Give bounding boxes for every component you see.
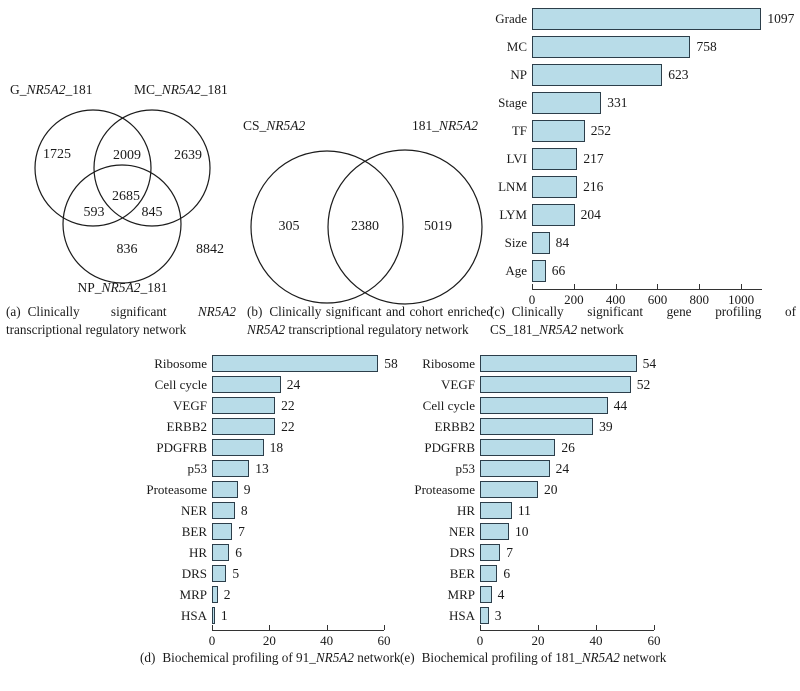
chart-row (130, 374, 410, 395)
bar-category-label: NER (449, 523, 475, 539)
axis-tick-label: 40 (320, 633, 334, 648)
bar-value: 22 (281, 418, 295, 434)
axis-tick-label: 1000 (728, 292, 755, 307)
venn-b-set-label-cs (243, 118, 305, 134)
caption-tag: (b) (247, 304, 263, 319)
x-axis (208, 630, 391, 648)
bar-value: 9 (243, 481, 251, 497)
axis-tick-label: 400 (605, 292, 626, 307)
set-label-text: 181_ (412, 118, 439, 133)
chart-row (398, 605, 698, 626)
bar-category-label: DRS (449, 544, 475, 560)
chart-row (130, 353, 410, 374)
venn-a-count-g-mc-np: 2685 (112, 189, 140, 204)
axis-tick (699, 284, 700, 289)
bar-value: 18 (269, 439, 284, 455)
caption-text: network (619, 650, 667, 665)
bar-category-label: Age (505, 263, 527, 278)
bar (532, 8, 761, 30)
chart-row (490, 61, 800, 89)
bar-category-label: p53 (187, 460, 207, 476)
chart-row (130, 500, 410, 521)
caption-text: Clinically significant (27, 304, 198, 319)
bar (532, 64, 662, 86)
bar (532, 148, 577, 170)
bar-value: 13 (255, 460, 269, 476)
caption-tag: (a) (6, 304, 21, 319)
set-label-text: _181 (65, 82, 93, 97)
chart-row (130, 521, 410, 542)
bar (480, 418, 593, 435)
caption-italic: NR5A2 (197, 304, 236, 319)
bar-value: 39 (599, 418, 613, 434)
bar-value: 216 (583, 179, 604, 194)
bar (480, 397, 608, 414)
set-label-text: G_ (10, 82, 27, 97)
caption-text: transcriptional regulatory network (6, 322, 187, 338)
bar-category-label: VEGF (173, 397, 207, 413)
bar-value: 44 (613, 397, 628, 413)
chart-row (490, 117, 800, 145)
caption-b (247, 303, 493, 340)
bar-category-label: BER (181, 523, 207, 539)
caption-a (6, 303, 236, 340)
bar-category-label: BER (449, 565, 475, 581)
bar-value: 26 (561, 439, 575, 455)
caption-italic: NR5A2 (315, 650, 354, 665)
bar-value: 8 (240, 502, 248, 518)
bar (212, 397, 275, 414)
bar (212, 607, 215, 624)
venn-a-count-g-mc: 2009 (113, 148, 141, 163)
bar-category-label: VEGF (441, 376, 475, 392)
venn-b-count-left-only: 305 (278, 219, 300, 234)
bar-value: 20 (544, 481, 558, 497)
bar (532, 260, 546, 282)
bar-value: 58 (384, 355, 398, 371)
bar-category-label: MRP (447, 586, 475, 602)
chart-row (130, 395, 410, 416)
caption-italic: NR5A2 (539, 322, 578, 338)
venn-a-set-label-np (35, 280, 210, 296)
chart-row (490, 5, 800, 33)
bar-value: 22 (281, 397, 295, 413)
bar (532, 204, 575, 226)
axis-tick (596, 625, 597, 630)
bar-category-label: Cell cycle (422, 397, 475, 413)
chart-rows (130, 350, 410, 626)
caption-text: Clinically significant gene profiling of CS_181_ (490, 304, 796, 338)
axis-tick (616, 284, 617, 289)
axis-tick (480, 625, 481, 630)
venn-a-count-g-np: 593 (83, 205, 105, 220)
bar-category-label: Ribosome (422, 355, 475, 371)
caption-tag: (e) (400, 650, 415, 665)
bar (480, 376, 631, 393)
chart-row (130, 416, 410, 437)
bar (480, 523, 509, 540)
bar-category-label: TF (511, 123, 527, 138)
bar-value: 54 (642, 355, 657, 371)
bar-category-label: MC (506, 39, 527, 54)
bar-category-label: Size (504, 235, 527, 250)
caption-e (400, 649, 680, 667)
chart-row (490, 173, 800, 201)
caption-text: Biochemical profiling of 91_ (162, 650, 316, 665)
chart-row (130, 605, 410, 626)
chart-row (398, 416, 698, 437)
bar-value: 24 (286, 376, 301, 392)
set-label-text: MC_ (134, 82, 162, 97)
bar (532, 120, 585, 142)
chart-row (398, 500, 698, 521)
venn-a-set-label-mc (134, 82, 228, 98)
x-axis (528, 289, 762, 307)
bar-value: 11 (517, 502, 531, 518)
bar-category-label: HSA (180, 607, 207, 623)
chart-row (490, 201, 800, 229)
caption-italic: NR5A2 (581, 650, 620, 665)
axis-tick-label: 40 (589, 633, 603, 648)
axis-tick-label: 60 (647, 633, 661, 648)
venn-a-count-np-only: 836 (116, 242, 138, 257)
axis-tick (654, 625, 655, 630)
venn-b-count-intersection: 2380 (351, 219, 379, 234)
bar (532, 92, 601, 114)
bar-category-label: ERBB2 (166, 418, 207, 434)
bar-category-label: PDGFRB (156, 439, 207, 455)
caption-tag: (d) (140, 650, 156, 665)
bar-value: 52 (636, 376, 651, 392)
set-label-italic: NR5A2 (266, 118, 306, 133)
chart-row (398, 521, 698, 542)
bar-value: 24 (555, 460, 570, 476)
chart-row (398, 458, 698, 479)
bar-category-label: HR (188, 544, 207, 560)
chart-row (398, 584, 698, 605)
bar-value: 217 (583, 151, 604, 166)
bar-value: 84 (555, 235, 570, 250)
caption-text: Biochemical profiling of 181_ (421, 650, 582, 665)
chart-row (130, 437, 410, 458)
bar-value: 6 (503, 565, 511, 581)
bar (532, 232, 550, 254)
set-label-italic: NR5A2 (26, 82, 66, 97)
axis-tick-label: 0 (476, 633, 484, 648)
axis-tick (212, 625, 213, 630)
caption-text: network (353, 650, 401, 665)
axis-tick (741, 284, 742, 289)
bar (212, 544, 229, 561)
bar-category-label: p53 (455, 460, 475, 476)
caption-c (490, 303, 796, 340)
bar-value: 7 (506, 544, 514, 560)
axis-tick-label: 20 (531, 633, 545, 648)
bar-category-label: LNM (498, 179, 527, 194)
venn-a-count-outside: 8842 (196, 242, 224, 257)
bar-value: 758 (696, 39, 717, 54)
bar-category-label: Stage (498, 95, 527, 110)
venn-panel-a (0, 80, 270, 318)
venn-a-count-mc-np: 845 (141, 205, 163, 220)
bar-category-label: Proteasome (414, 481, 475, 497)
caption-text: network (577, 322, 624, 338)
venn-a-count-g-only: 1725 (43, 147, 71, 162)
bar-category-label: LYM (499, 207, 527, 222)
bar-value: 66 (551, 263, 566, 278)
x-axis (476, 630, 661, 648)
bar (212, 376, 281, 393)
bar-category-label: Cell cycle (154, 376, 207, 392)
bar-value: 7 (238, 523, 245, 539)
axis-tick (657, 284, 658, 289)
set-label-text: CS_ (243, 118, 267, 133)
chart-row (490, 33, 800, 61)
set-label-text: NP_ (77, 280, 102, 295)
chart-row (398, 353, 698, 374)
bar (212, 481, 238, 498)
caption-tag: (c) (490, 304, 505, 319)
caption-text: transcriptional regulatory network (285, 322, 469, 338)
bar (480, 544, 500, 561)
chart-row (130, 563, 410, 584)
bar-chart-biochem-91 (130, 350, 410, 650)
axis-tick (532, 284, 533, 289)
chart-rows (490, 0, 800, 285)
bar-category-label: NP (510, 67, 527, 82)
caption-text: Clinically significant and cohort enriched (269, 304, 493, 319)
set-label-italic: NR5A2 (439, 118, 478, 133)
bar-category-label: NER (181, 502, 207, 518)
bar-value: 4 (497, 586, 505, 602)
bar (212, 355, 378, 372)
venn-a-diagram (0, 80, 270, 295)
axis-tick (384, 625, 385, 630)
bar (212, 418, 275, 435)
bar-category-label: LVI (506, 151, 527, 166)
bar-category-label: PDGFRB (424, 439, 475, 455)
bar-value: 1 (220, 607, 228, 623)
chart-row (490, 257, 800, 285)
bar-value: 204 (580, 207, 601, 222)
bar (212, 586, 218, 603)
bar-value: 1097 (767, 11, 795, 26)
venn-b-circle-cs (251, 151, 403, 303)
axis-tick (269, 625, 270, 630)
chart-row (490, 145, 800, 173)
bar (212, 523, 232, 540)
axis-tick (574, 284, 575, 289)
bar-value: 623 (668, 67, 689, 82)
bar (480, 586, 492, 603)
chart-row (398, 542, 698, 563)
chart-row (130, 584, 410, 605)
bar-category-label: Ribosome (154, 355, 207, 371)
bar-chart-biochem-181 (398, 350, 698, 650)
venn-a-set-label-g (10, 82, 93, 98)
bar-category-label: ERBB2 (434, 418, 475, 434)
axis-tick-label: 800 (689, 292, 710, 307)
bar (480, 439, 555, 456)
caption-italic: NR5A2 (247, 322, 286, 338)
venn-b-diagram (240, 110, 500, 310)
bar-category-label: MRP (179, 586, 207, 602)
set-label-text: _181 (200, 82, 228, 97)
bar (212, 460, 249, 477)
axis-tick-label: 0 (528, 292, 536, 307)
chart-row (398, 563, 698, 584)
chart-row (490, 229, 800, 257)
bar-category-label: Grade (495, 11, 527, 26)
bar-value: 5 (232, 565, 240, 581)
bar-value: 10 (515, 523, 529, 539)
venn-b-count-right-only: 5019 (424, 219, 452, 234)
set-label-italic: NR5A2 (101, 280, 141, 295)
bar (480, 355, 637, 372)
bar-value: 6 (235, 544, 242, 560)
axis-tick-label: 60 (377, 633, 391, 648)
bar-value: 3 (494, 607, 502, 623)
chart-row (490, 89, 800, 117)
bar-value: 2 (223, 586, 231, 602)
bar (212, 439, 264, 456)
chart-row (130, 458, 410, 479)
set-label-text: _181 (140, 280, 168, 295)
bar (480, 460, 550, 477)
bar (480, 607, 489, 624)
bar-category-label: Proteasome (146, 481, 207, 497)
bar (480, 502, 512, 519)
bar (212, 565, 226, 582)
bar-category-label: HR (456, 502, 475, 518)
venn-b-set-label-181 (412, 118, 478, 134)
axis-tick-label: 20 (262, 633, 276, 648)
set-label-italic: NR5A2 (161, 82, 201, 97)
axis-tick-label: 600 (647, 292, 668, 307)
bar (212, 502, 235, 519)
venn-a-circle-np (63, 165, 181, 283)
axis-tick-label: 0 (208, 633, 216, 648)
chart-row (130, 542, 410, 563)
chart-row (398, 437, 698, 458)
bar (532, 176, 577, 198)
bar-value: 331 (607, 95, 628, 110)
chart-row (398, 374, 698, 395)
axis-tick (327, 625, 328, 630)
chart-rows (398, 350, 698, 626)
bar (532, 36, 690, 58)
axis-tick (538, 625, 539, 630)
bar (480, 565, 497, 582)
chart-row (398, 479, 698, 500)
bar-value: 252 (590, 123, 611, 138)
axis-tick-label: 200 (564, 292, 584, 307)
chart-row (398, 395, 698, 416)
chart-row (130, 479, 410, 500)
bar (480, 481, 538, 498)
venn-a-count-mc-only: 2639 (174, 148, 202, 163)
bar-category-label: DRS (181, 565, 207, 581)
venn-panel-b (240, 110, 500, 310)
bar-category-label: HSA (448, 607, 475, 623)
bar-chart-clinical-profiling (490, 0, 800, 307)
